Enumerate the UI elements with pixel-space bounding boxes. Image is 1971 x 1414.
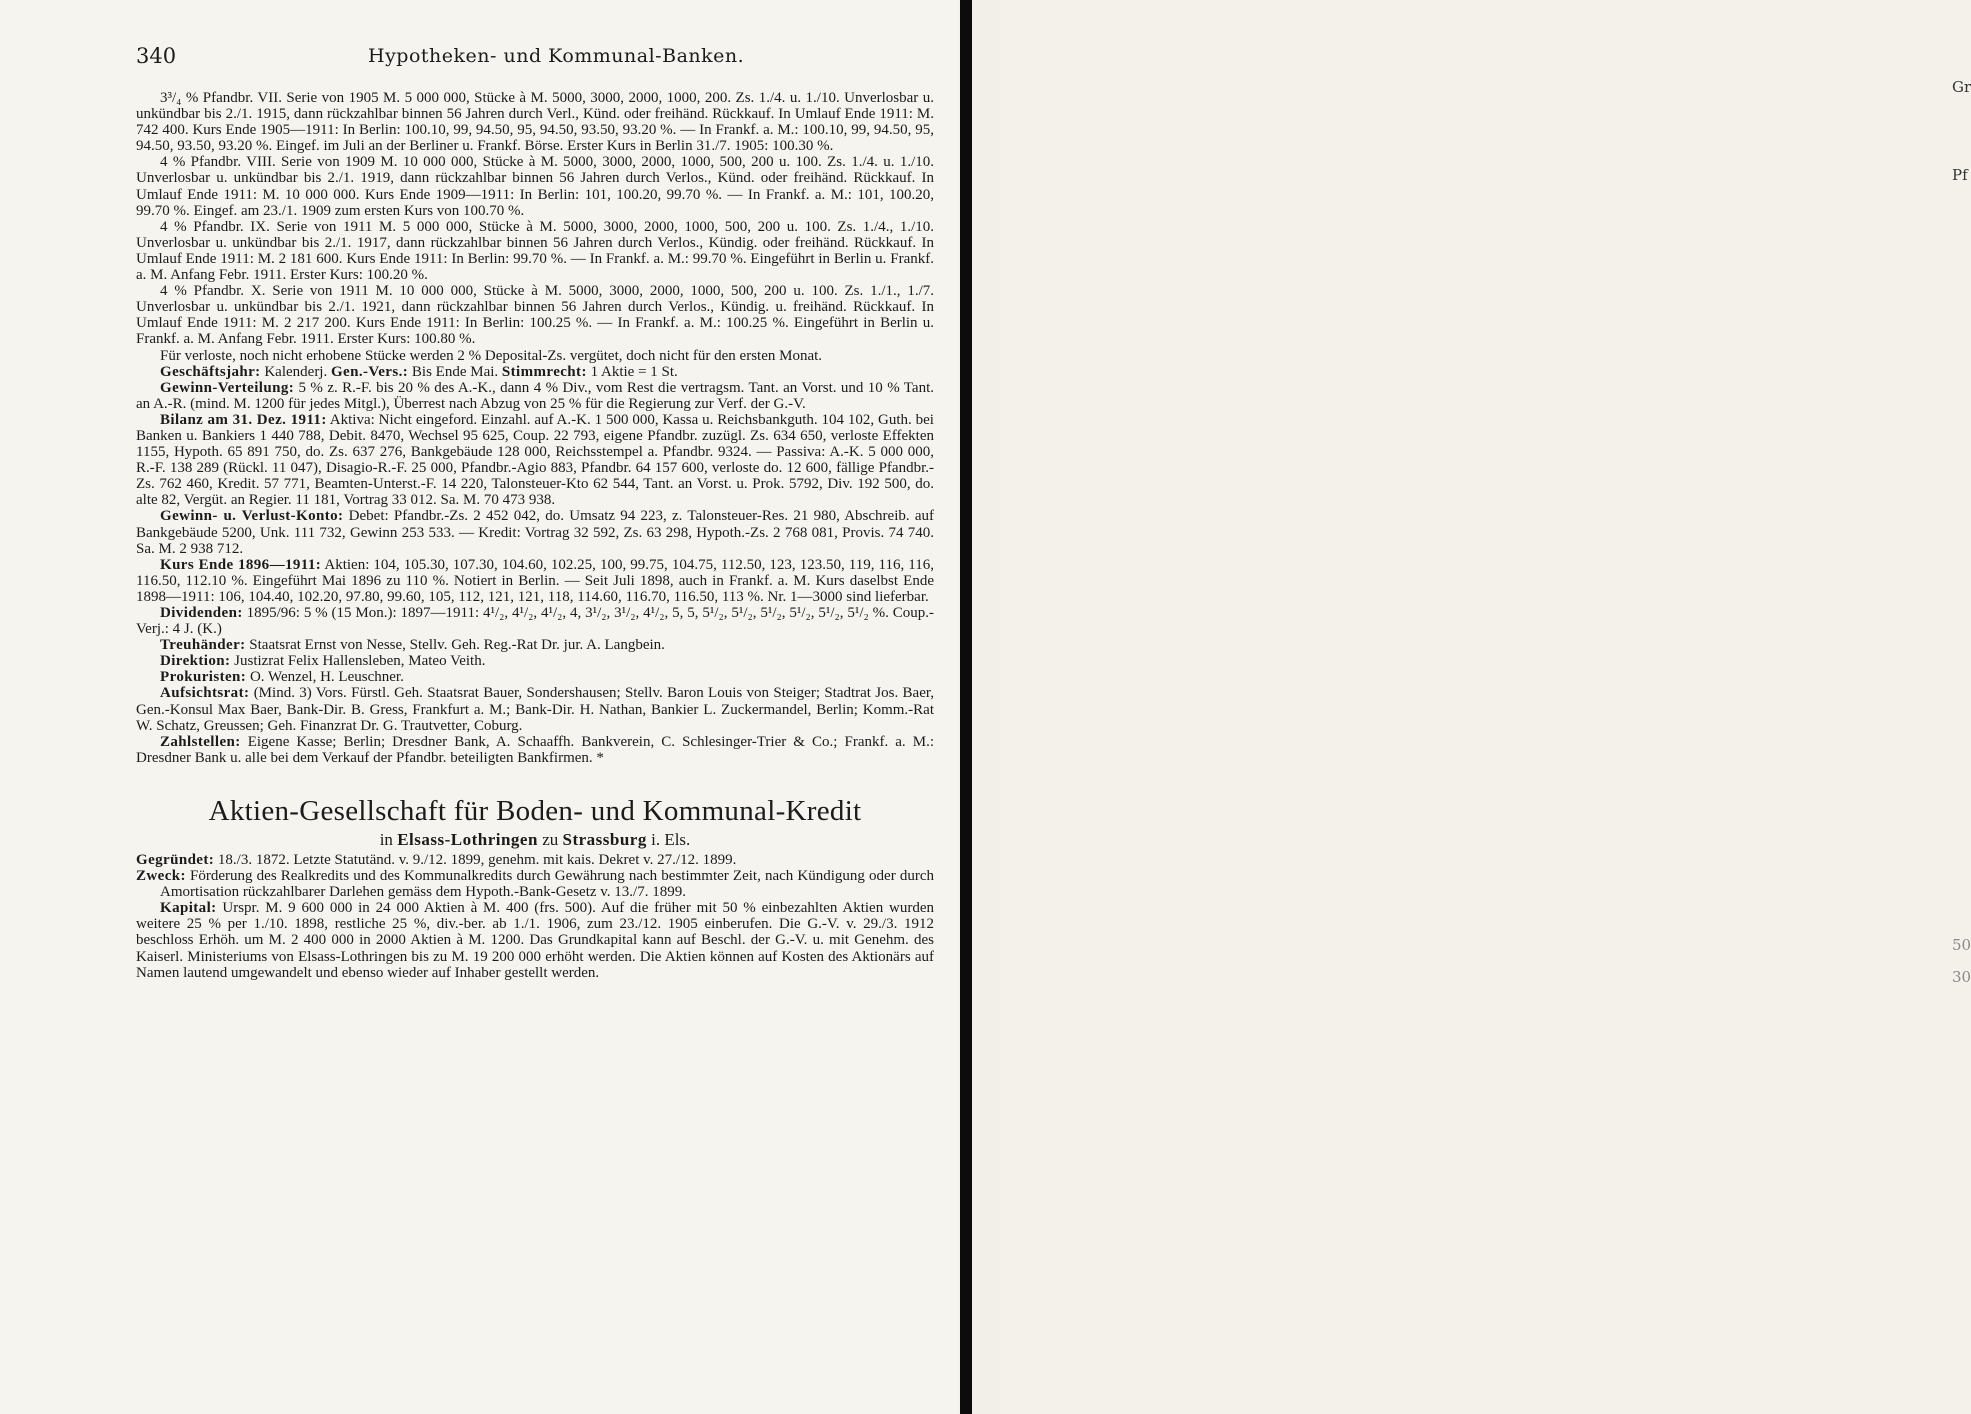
entry-gewinn-verlust — [136, 508, 934, 556]
entry-text: Aktien: 104, 105.30, 107.30, 104.60, 102.25, 100, 99.75, 104.75, 112.50, 123, 123.50, 119, 116, 116, 116.50, 112.10 %. Eingeführt Mai 1896 zu 110 %. Notiert in Berlin. — Seit Juli 1898, auch in Frankf. a. M. Kurs daselbst Ende 1898—1911: 106, 104.40, 102.20, 97.80, 99.60, 105, 112, 121, 121, 118, 114.60, 116.70, 116.50, 113 %. Nr. 1—3000 sind lieferbar. — [136, 556, 934, 605]
entry-kapital — [136, 900, 934, 980]
section-title: Aktien-Gesellschaft für Boden- und Kommunal-Kredit — [208, 794, 862, 827]
entry-label: Prokuristen: — [160, 669, 247, 686]
page-number: 340 — [136, 44, 177, 68]
section-subtitle — [136, 830, 934, 850]
body-text — [136, 90, 934, 981]
entry-text: 1895/96: 5 % (15 Mon.): 1897—1911: 4¹/₂, 4¹/₂, 4¹/₂, 4, 3¹/₂, 3¹/₂, 4¹/₂, 5, 5, 5¹/₂, 5¹/₂, 5¹/₂, 5¹/₂, 5¹/₂, 5¹/₂ %. Coup.-Verj.: 4 J. (K.) — [136, 605, 935, 638]
entry-label: Bilanz am 31. Dez. 1911: — [160, 411, 327, 428]
entry-text: 5 % z. R.-F. bis 20 % des A.-K., dann 4 % Div., vom Rest die vertragsm. Tant. an Vorst. und 10 % Tant. an A.-R. (mind. M. 1200 für jedes Mitgl.), Überrest nach Abzug von 25 % für die Regierung zur Verf. der G.-V. — [136, 379, 934, 412]
entry-text: 1 Aktie = 1 St. — [590, 363, 678, 380]
entry-text: Staatsrat Ernst von Nesse, Stellv. Geh. Reg.-Rat Dr. jur. A. Langbein. — [249, 637, 665, 654]
subtitle-prefix: in — [379, 829, 393, 849]
edge-fragment: Gr — [1952, 78, 1971, 96]
document-page — [0, 0, 958, 1414]
entry-text: Bis Ende Mai. — [411, 363, 502, 380]
entry-label: Stimmrecht: — [501, 363, 587, 380]
pfandbrief-paragraph: 4 % Pfandbr. X. Serie von 1911 M. 10 000 000, Stücke à M. 5000, 3000, 2000, 1000, 500, 200 u. 100. Zs. 1./1., 1./7. Unverlosbar u. unkündbar bis 2./1. 1921, dann rückzahlbar binnen 56 Jahren durch Verlos., Kündig. u. freihänd. Rückkauf. In Umlauf Ende 1911: M. 2 217 200. Kurs Ende 1911: In Berlin: 100.25 %. — In Frankf. a. M.: 100.25 %. Eingeführt in Berlin u. Frankf. a. M. Anfang Febr. 1911. Erster Kurs: 100.80 %. — [136, 283, 934, 348]
entry-text: Förderung des Realkredits und des Kommunalkredits durch Gewährung nach bestimmter Zeit, nach Kündigung oder durch Amortisation rückzahlbarer Darlehen gemäss dem Hypoth.-Bank-Gesetz v. 13./7. 1899. — [160, 868, 934, 901]
entry-label: Gewinn- u. Verlust-Konto: — [160, 508, 344, 525]
running-head: Hypotheken- und Kommunal-Banken. — [368, 45, 745, 67]
entry-text: O. Wenzel, H. Leuschner. — [249, 669, 404, 686]
entry-zahlstellen — [136, 734, 934, 766]
entry-text: Aktiva: Nicht eingeford. Einzahl. auf A.-K. 1 500 000, Kassa u. Reichsbankguth. 104 102, Guth. bei Banken u. Bankiers 1 440 788, Debit. 8470, Wechsel 95 625, Coup. 22 793, eigene Pfandbr. zuzügl. Zs. 634 650, verloste Effekten 1155, Hypoth. 65 891 750, do. Zs. 637 276, Bankgebäude 128 000, Reichsstempel a. Pfandbr. 9324. — Passiva: A.-K. 5 000 000, R.-F. 138 289 (Rückl. 11 047), Disagio-R.-F. 25 000, Pfandbr.-Agio 883, Pfandbr. 64 157 600, verloste do. 12 600, fällige Pfandbr.-Zs. 762 460, Kredit. 57 771, Beamten-Unterst.-F. 14 220, Talonsteuer-Kto 62 544, Tant. an Vorst. u. Prok. 5792, Div. 192 500, do. alte 82, Vergüt. an Regier. 11 181, Vortrag 33 012. Sa. M. 70 473 938. — [136, 411, 934, 509]
entry-label: Dividenden: — [160, 605, 243, 621]
binding-shadow — [960, 0, 972, 1414]
entry-label: Aufsichtsrat: — [160, 685, 250, 702]
entry-label: Zahlstellen: — [160, 733, 241, 750]
entry-label: Gewinn-Verteilung: — [160, 379, 295, 396]
entry-label: Treuhänder: — [160, 637, 246, 654]
subtitle-suffix: i. Els. — [651, 829, 691, 849]
entry-text: 18./3. 1872. Letzte Statutänd. v. 9./12. 1899, genehm. mit kais. Dekret v. 27./12. 1899. — [217, 851, 737, 868]
subtitle-city: Strassburg — [562, 829, 647, 849]
entry-bilanz — [136, 412, 934, 509]
pfandbrief-paragraph: 4 % Pfandbr. VIII. Serie von 1909 M. 10 000 000, Stücke à M. 5000, 3000, 2000, 1000, 500, 200 u. 100. Zs. 1./4. u. 1./10. Unverlosbar u. unkündbar bis 2./1. 1919, dann rückzahlbar binnen 56 Jahren durch Verlos., Künd. oder freihänd. Rückkauf. In Umlauf Ende 1911: M. 10 000 000. Kurs Ende 1909—1911: In Berlin: 101, 100.20, 99.70 %. — In Frankf. a. M.: 101, 100.20, 99.70 %. Eingef. am 23./1. 1909 zum ersten Kurs von 100.70 %. — [136, 154, 934, 219]
entry-text: Urspr. M. 9 600 000 in 24 000 Aktien à M. 400 (frs. 500). Auf die früher mit 50 % einbezahlten Aktien wurden weitere 25 % per 1./10. 1898, restliche 25 %, div.-ber. ab 1./1. 1906, zum 23./12. 1905 einberufen. Die G.-V. v. 29./3. 1912 beschloss Erhöh. um M. 2 400 000 in 2000 Aktien à M. 1200. Das Grundkapital kann auf Beschl. der G.-V. u. mit Genehm. des Kaiserl. Ministeriums von Elsass-Lothringen bis zu M. 19 200 000 erhöht werden. Die Aktien können auf Kosten des Aktionärs auf Namen lautend umgewandelt und ebenso wieder auf Inhaber gestellt werden. — [136, 900, 935, 981]
entry-text: Debet: Pfandbr.-Zs. 2 452 042, do. Umsatz 94 223, z. Talonsteuer-Res. 21 980, Abschreib. auf Bankgebäude 5200, Unk. 111 732, Gewinn 253 533. — Kredit: Vortrag 32 592, Zs. 63 298, Hypoth.-Zs. 2 768 081, Provis. 74 740. Sa. M. 2 938 712. — [136, 508, 935, 557]
pfandbrief-paragraph: 3³/₄ % Pfandbr. VII. Serie von 1905 M. 5 000 000, Stücke à M. 5000, 3000, 2000, 1000, 200. Zs. 1./4. u. 1./10. Unverlosbar u. unkündbar bis 2./1. 1915, dann rückzahlbar binnen 56 Jahren durch Verl., Künd. oder freihänd. Rückkauf. In Umlauf Ende 1911: M. 742 400. Kurs Ende 1905—1911: In Berlin: 100.10, 99, 94.50, 95, 94.50, 93.50, 93.20 %. — In Frankf. a. M.: 100.10, 99, 94.50, 95, 94.50, 93.50, 93.20 %. Eingef. im Juli an der Berliner u. Frankf. Börse. Erster Kurs in Berlin 31./7. 1905: 100.30 %. — [136, 90, 934, 155]
entry-zweck — [136, 868, 934, 900]
entry-aufsichtsrat — [136, 685, 934, 733]
entry-label: Geschäftsjahr: — [160, 363, 261, 380]
edge-fragment: Pf — [1952, 166, 1968, 184]
entry-gegruendet — [136, 852, 934, 868]
entry-text: Kalenderj. — [264, 363, 331, 380]
entry-label: Direktion: — [160, 653, 231, 670]
entry-text: Justizrat Felix Hallensleben, Mateo Veith. — [234, 653, 486, 670]
entry-label: Zweck: — [136, 868, 186, 885]
entry-label: Gegründet: — [136, 851, 215, 868]
entry-label: Gen.-Vers.: — [330, 363, 409, 380]
entry-gewinn-verteilung — [136, 380, 934, 412]
subtitle-region: Elsass-Lothringen — [397, 829, 538, 849]
deposit-interest-note: Für verloste, noch nicht erhobene Stücke werden 2 % Deposital-Zs. vergütet, doch nicht für den ersten Monat. — [160, 347, 823, 364]
entry-text: Eigene Kasse; Berlin; Dresdner Bank, A. Schaaffh. Bankverein, C. Schlesinger-Trier & Co.; Frankf. a. M.: Dresdner Bank u. alle bei dem Verkauf der Pfandbr. beteiligten Bankfirmen. * — [136, 733, 934, 766]
entry-kurs — [136, 557, 934, 605]
subtitle-mid: zu — [542, 829, 559, 849]
edge-fragment: 50 — [1952, 936, 1971, 954]
entry-prokuristen — [136, 669, 934, 685]
pfandbrief-paragraph: 4 % Pfandbr. IX. Serie von 1911 M. 5 000 000, Stücke à M. 5000, 3000, 2000, 1000, 500, 200 u. 100. Zs. 1./4., 1./10. Unverlosbar u. unkündbar bis 2./1. 1917, dann rückzahlbar binnen 56 Jahren durch Verlos., Kündig. oder freihänd. Rückkauf. In Umlauf Ende 1911: M. 2 181 600. Kurs Ende 1911: In Berlin: 99.70 %. — In Frankf. a. M.: 99.70 %. Eingeführt in Berlin u. Frankf. a. M. Anfang Febr. 1911. Erster Kurs: 100.20 %. — [136, 218, 934, 284]
entry-text: (Mind. 3) Vors. Fürstl. Geh. Staatsrat Bauer, Sondershausen; Stellv. Baron Louis von Steiger; Stadtrat Jos. Baer, Gen.-Konsul Max Baer, Bank-Dir. B. Gress, Frankfurt a. M.; Bank-Dir. H. Nathan, Bankier L. Zuckermandel, Berlin; Komm.-Rat W. Schatz, Greussen; Geh. Finanzrat Dr. G. Trautvetter, Coburg. — [136, 685, 935, 734]
edge-fragment: 30 — [1952, 968, 1971, 986]
entry-geschaeftsjahr — [136, 364, 934, 380]
entry-label: Kapital: — [160, 900, 217, 917]
page-header — [136, 44, 936, 72]
entry-dividenden — [136, 605, 934, 637]
entry-direktion — [136, 653, 934, 669]
entry-label: Kurs Ende 1896—1911: — [160, 556, 322, 573]
entry-treuhaender — [136, 637, 934, 653]
adjacent-page-strip — [972, 0, 1971, 1414]
